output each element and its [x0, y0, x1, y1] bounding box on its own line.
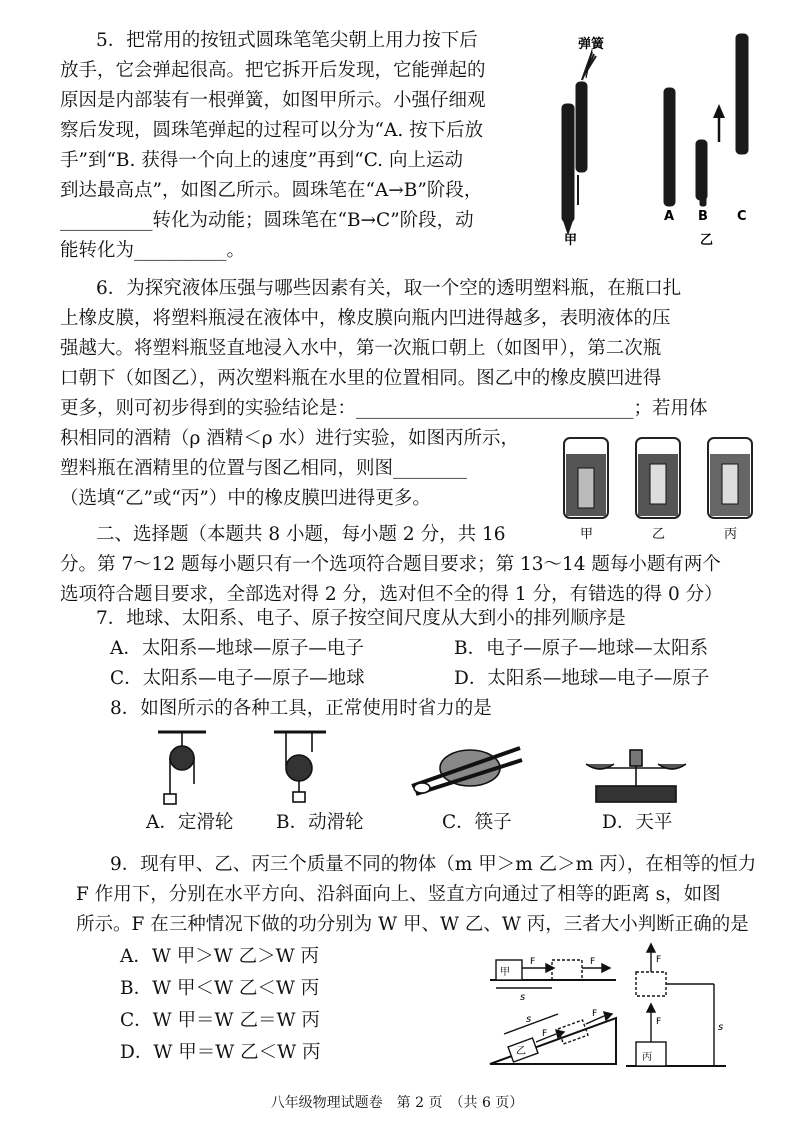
- q9-option-a: A．W 甲＞W 乙＞W 丙: [120, 946, 320, 967]
- beaker-jia-label: 甲: [580, 527, 594, 542]
- q7-stem: 7．地球、太阳系、电子、原子按空间尺度从大到小的排列顺序是: [96, 608, 626, 629]
- q9-option-d: D．W 甲＝W 乙＜W 丙: [120, 1042, 321, 1063]
- pen-jia-illustration: [562, 52, 596, 234]
- force-label: F: [656, 955, 662, 965]
- q9-option-b: B．W 甲＜W 乙＜W 丙: [120, 978, 320, 999]
- q5-line: 察后发现，圆珠笔弹起的过程可以分为“A. 按下后放: [60, 120, 484, 141]
- label-B: B: [698, 209, 708, 224]
- q8-option-d: D．天平: [602, 812, 673, 833]
- chopsticks-illustration: [412, 748, 522, 794]
- q9-option-c: C．W 甲＝W 乙＝W 丙: [120, 1010, 320, 1031]
- q7-option-d: D．太阳系—地球—电子—原子: [454, 668, 710, 689]
- q8-option-b: B．动滑轮: [276, 812, 364, 833]
- movable-pulley-illustration: [274, 732, 326, 802]
- q5-line: 5．把常用的按钮式圆珠笔笔尖朝上用力按下后: [96, 30, 478, 51]
- distance-label: s: [526, 1014, 532, 1025]
- fixed-pulley-illustration: [158, 732, 206, 804]
- force-label: F: [542, 1029, 548, 1039]
- q6-line: 上橡皮膜，将塑料瓶浸在液体中，橡皮膜向瓶内凹进得越多，表明液体的压: [60, 308, 671, 329]
- q9-text: [60, 850, 770, 940]
- q5-line: 能转化为__________。: [60, 240, 246, 261]
- section2-line: 选项符合题目要求，全部选对得 2 分，选对但不全的得 1 分，有错选的得 0 分）: [60, 584, 723, 605]
- force-label: F: [530, 957, 536, 967]
- beaker-bing: [708, 438, 752, 518]
- q5-line: 原因是内部装有一根弹簧，如图甲所示。小强仔细观: [60, 90, 486, 111]
- q6-line: 强越大。将塑料瓶竖直地浸入水中，第一次瓶口朝上（如图甲），第二次瓶: [60, 338, 662, 359]
- pen-yi-illustration: [664, 34, 748, 206]
- q5-line: 到达最高点”，如图乙所示。圆珠笔在“A→B”阶段，: [60, 180, 483, 201]
- q8-stem: 8．如图所示的各种工具，正常使用时省力的是: [110, 698, 492, 719]
- work-figure: [486, 942, 746, 1072]
- distance-label: s: [718, 1022, 724, 1033]
- q7-option-a: A．太阳系—地球—原子—电子: [110, 638, 364, 659]
- tools-figure: [140, 728, 700, 812]
- force-label: F: [590, 957, 596, 967]
- beaker-bing-label: 丙: [724, 527, 738, 542]
- q8-stem-wrap: [60, 694, 760, 724]
- section2-line: 二、选择题（本题共 8 小题，每小题 2 分，共 16: [96, 524, 506, 545]
- q9-line: 9．现有甲、乙、丙三个质量不同的物体（m 甲＞m 乙＞m 丙），在相等的恒力: [110, 854, 757, 875]
- section2-header: [60, 520, 760, 610]
- distance-label: s: [520, 992, 526, 1003]
- q5-line: __________转化为动能；圆珠笔在“B→C”阶段，动: [60, 210, 474, 231]
- q7-option-b: B．电子—原子—地球—太阳系: [454, 638, 709, 659]
- q8-option-c: C．筷子: [442, 812, 512, 833]
- vertical-case: [626, 944, 726, 1066]
- force-label: F: [592, 1009, 598, 1019]
- label-A: A: [664, 209, 675, 224]
- incline-case: [490, 1012, 616, 1064]
- upward-arrow-icon: [713, 104, 725, 142]
- q8-options: [60, 808, 760, 838]
- q9-options: [60, 942, 440, 1072]
- spring-label: 弹簧: [578, 37, 605, 52]
- q8-option-a: A．定滑轮: [146, 812, 234, 833]
- force-label: F: [656, 1017, 662, 1027]
- q7: [60, 604, 760, 694]
- q9-line: 所示。F 在三种情况下做的功分别为 W 甲、W 乙、W 丙，三者大小判断正确的是: [76, 914, 749, 935]
- label-C: C: [737, 209, 747, 224]
- section2-line: 分。第 7～12 题每小题只有一个选项符合题目要求；第 13～14 题每小题有两个: [60, 554, 721, 575]
- q6-line: 口朝下（如图乙），两次塑料瓶在水里的位置相同。图乙中的橡皮膜凹进得: [60, 368, 662, 389]
- fig-jia-label: 甲: [564, 233, 578, 248]
- q5-text: [60, 26, 560, 266]
- page-footer: 八年级物理试题卷 第 2 页 （共 6 页）: [270, 1095, 524, 1111]
- q6-line: 塑料瓶在酒精里的位置与图乙相同，则图________: [60, 458, 468, 479]
- block-bing-label: 丙: [642, 1052, 652, 1063]
- block-jia-label: 甲: [500, 967, 510, 978]
- q6-line: 积相同的酒精（ρ 酒精＜ρ 水）进行实验，如图丙所示，: [60, 428, 520, 449]
- q6-line: 6．为探究液体压强与哪些因素有关，取一个空的透明塑料瓶，在瓶口扎: [96, 278, 682, 299]
- pen-figure: [556, 30, 776, 250]
- beaker-yi-label: 乙: [652, 527, 666, 542]
- q7-option-c: C．太阳系—电子—原子—地球: [110, 668, 365, 689]
- q6-line: （选填“乙”或“丙”）中的橡皮膜凹进得更多。: [60, 488, 431, 509]
- q6-line: 更多，则可初步得到的实验结论是：______________________________；若用体: [60, 398, 708, 419]
- q9-line: F 作用下，分别在水平方向、沿斜面向上、竖直方向通过了相等的距离 s，如图: [76, 884, 721, 905]
- balance-illustration: [586, 750, 686, 802]
- block-yi-label: 乙: [516, 1046, 526, 1057]
- q5-line: 手”到“B. 获得一个向上的速度”再到“C. 向上运动: [60, 150, 463, 171]
- beaker-jia: [564, 438, 608, 518]
- beaker-yi: [636, 438, 680, 518]
- q5-line: 放手，它会弹起很高。把它拆开后发现，它能弹起的: [60, 60, 486, 81]
- fig-yi-label: 乙: [700, 233, 714, 248]
